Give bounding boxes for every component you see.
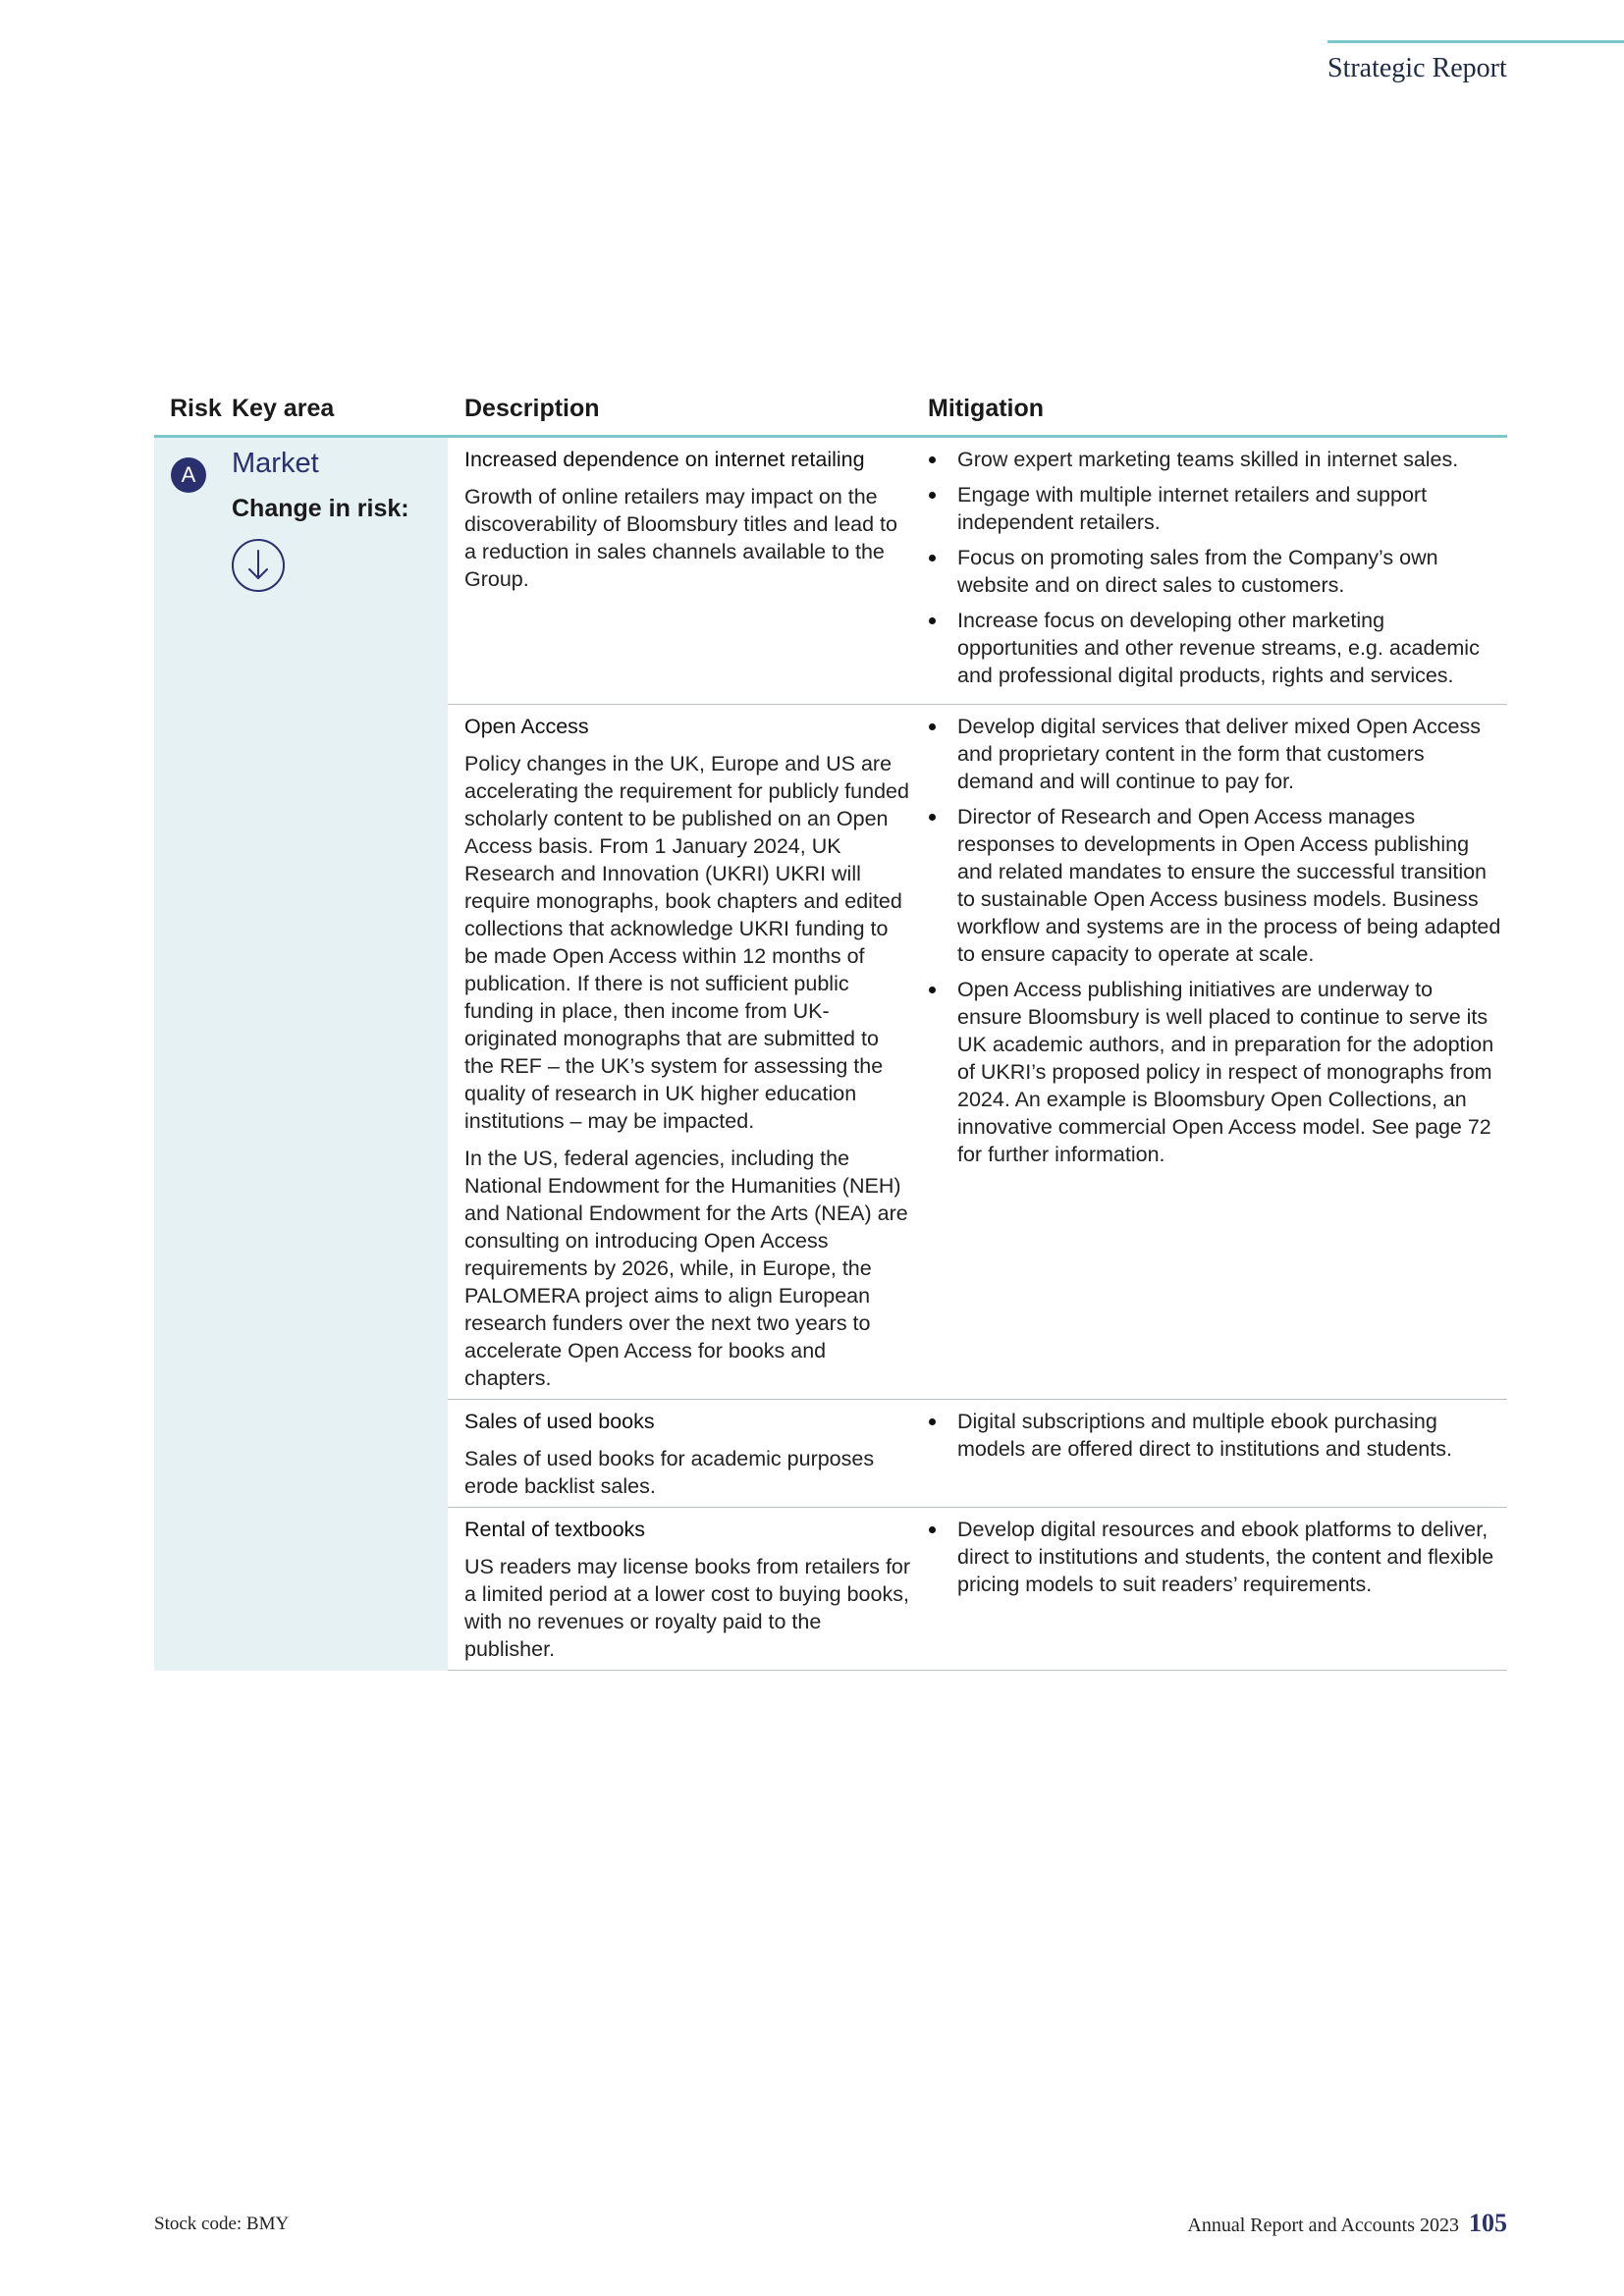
risk-title: Rental of textbooks [464,1518,646,1541]
change-in-risk-label: Change in risk: [232,495,409,522]
mitigation-item: Focus on promoting sales from the Company’s own website and on direct sales to customers. [927,544,1501,599]
table-row [448,1508,1507,1671]
mitigation-list [927,1516,1501,1598]
footer-report [1187,2209,1507,2238]
description-paragraph: Policy changes in the UK, Europe and US are accelerating the requirement for publicly funded scholarly content to be published on an Open Access basis. From 1 January 2024, UK Research and Innovation (UKRI) UKRI will require monographs, book chapters and edited collections that acknowledge UKRI funding to be made Open Access within 12 months of publication. If there is not sufficient public funding in place, then income from UK-originated monographs that are submitted to the REF – the UK’s system for assessing the quality of research in UK higher education institutions – may be impacted. [464,752,909,1133]
description-cell [448,1408,927,1500]
mitigation-cell [927,1516,1507,1663]
risk-title: Sales of used books [464,1410,655,1433]
key-area-panel [154,438,448,1671]
description-paragraph: Sales of used books for academic purposes erode backlist sales. [464,1447,875,1498]
mitigation-cell [927,1408,1507,1500]
mitigation-item: Develop digital resources and ebook platforms to deliver, direct to institutions and students, the content and flexible pricing models to suit readers’ requirements. [927,1516,1501,1598]
header-rule [1327,40,1624,43]
table-body [154,438,1507,1671]
description-paragraph: Growth of online retailers may impact on the discoverability of Bloomsbury titles and lead to a reduction in sales channels available to the Group. [464,485,897,591]
header-key-area: Key area [232,395,335,422]
section-title: Strategic Report [1327,53,1507,83]
mitigation-cell [927,713,1507,1392]
table-row [448,1400,1507,1508]
mitigation-item: Increase focus on developing other marketing opportunities and other revenue streams, e.g. academic and professional digital products, rights and services. [927,607,1501,689]
mitigation-list [927,446,1501,689]
description-paragraph: In the US, federal agencies, including the National Endowment for the Humanities (NEH) and National Endowment for the Arts (NEA) are consulting on introducing Open Access requirements by 2026, while, in Europe, the PALOMERA project aims to align European research funders over the next two years to accelerate Open Access for books and chapters. [464,1147,908,1390]
mitigation-cell [927,446,1507,697]
table-row [448,438,1507,705]
risk-title: Increased dependence on internet retailing [464,448,865,471]
risk-letter-badge: A [171,457,206,493]
page-number: 105 [1469,2209,1507,2237]
mitigation-item: Open Access publishing initiatives are underway to ensure Bloomsbury is well placed to continue to serve its UK academic authors, and in preparation for the adoption of UKRI’s proposed policy in respect of monographs from 2024. An example is Bloomsbury Open Collections, an innovative commercial Open Access model. See page 72 for further information. [927,976,1501,1168]
mitigation-list [927,713,1501,1168]
key-area-title: Market [232,448,319,479]
header-risk: Risk [170,395,222,422]
mitigation-item: Develop digital services that deliver mixed Open Access and proprietary content in the form that customers demand and will continue to pay for. [927,713,1501,795]
mitigation-item: Digital subscriptions and multiple ebook purchasing models are offered direct to institutions and students. [927,1408,1501,1463]
table-row [448,705,1507,1400]
risk-title: Open Access [464,715,589,738]
table-header-row [154,393,1507,438]
description-cell [448,713,927,1392]
mitigation-item: Director of Research and Open Access manages responses to developments in Open Access publishing and related mandates to ensure the successful transition to sustainable Open Access business models. Business workflow and systems are in the process of being adapted to ensure capacity to operate at scale. [927,803,1501,968]
stock-code: Stock code: BMY [154,2214,290,2234]
risk-table [154,393,1507,1671]
header-description: Description [464,395,600,422]
report-name: Annual Report and Accounts 2023 [1187,2215,1459,2236]
header-mitigation: Mitigation [928,395,1045,422]
arrow-down-circle-icon [231,538,286,593]
mitigation-item: Grow expert marketing teams skilled in internet sales. [927,446,1501,473]
description-cell [448,1516,927,1663]
description-cell [448,446,927,697]
risk-rows [448,438,1507,1671]
mitigation-list [927,1408,1501,1463]
description-paragraph: US readers may license books from retailers for a limited period at a lower cost to buying books, with no revenues or royalty paid to the publisher. [464,1555,911,1661]
mitigation-item: Engage with multiple internet retailers and support independent retailers. [927,481,1501,536]
